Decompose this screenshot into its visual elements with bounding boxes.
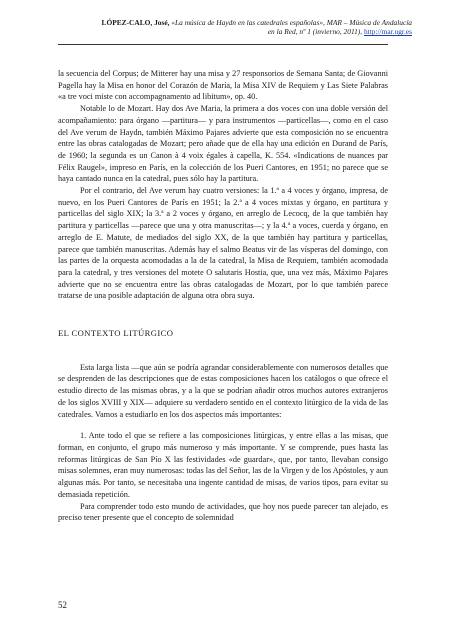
header-rule — [58, 44, 388, 45]
section-heading: EL CONTEXTO LITÚRGICO — [58, 328, 174, 339]
running-header — [82, 18, 412, 37]
paragraph-4: Esta larga lista —que aún se podría agrandar considerablemente con numerosos detalles que se desprenden de las descripciones que de estas composiciones hacen los catálogos o que ofrece el estudio directo de las mismas obras, y a la que se podrían añadir otros muchos autores extranjeros de los siglos XVIII y XIX— adquiere su verdadero sentido en el contexto litúrgico de la vida de las catedrales. Vamos a estudiarlo en los dos aspectos más importantes: — [58, 362, 388, 419]
paragraph-1: la secuencia del Corpus; de Mitterer hay una misa y 27 responsorios de Semana Santa; de Giovanni Pagella hay la Misa en honor del Corazón de María, la Misa XIV de Requiem y Las Siete Palabras «a tre voci miste con accompagnamento ad libitum», op. 40. — [58, 69, 388, 102]
header-author: LÓPEZ-CALO, José, — [101, 18, 170, 27]
header-title: «La música de Haydn en las catedrales españolas», — [171, 18, 325, 27]
paragraph-gap — [58, 420, 388, 430]
paragraph-3: Por el contrario, del Ave verum hay cuatro versiones: la 1.ª a 4 voces y órgano, impresa, de nuevo, en los Pueri Cantores de París en 1951; la 2.ª a 4 voces mixtas y órgano, en partitura y particellas del siglo XIX; la 3.ª a 2 voces y órgano, en arreglo de Lecocq, de la que también hay partitura y particellas —parece que una y otra manuscritas—; y la 4.ª a voces, cuerda y órgano, en arreglo de E. Matute, de mediados del siglo XX, de la que también hay partitura y particellas, parece que también manuscritas. Además hay el salmo Beatus vir de las vísperas del domingo, con las partes de la orquesta acomodadas a la de la catedral, la Misa de Requiem, también acomodada para la catedral, y tres versiones del motete O salutaris Hostia, que, una vez más, Máximo Pajares advierte que no se encuentra entre las obras catalogadas de Mozart, por lo que también parece tratarse de una posible adaptación de alguna otra obra suya. — [58, 186, 388, 301]
body-text — [58, 68, 388, 524]
header-issue: en la Red, nº 1 (invierno, 2011), — [267, 27, 363, 37]
paragraph-5: 1. Ante todo el que se refiere a las composiciones litúrgicas, y entre ellas a las misas, que forman, en conjunto, el grupo más numeroso y más importante. Y se comprende, pues hasta las reformas litúrgicas de San Pío X las festividades «de guardar», que, por tanto, llevaban consigo misas solemnes, eran muy numerosas: todas las del Señor, las de la Virgen y de los Apóstoles, y aun algunas más. Por tanto, se necesitaba una ingente cantidad de misas, de varios tipos, para evitar su demasiada repetición. — [58, 431, 388, 499]
header-journal: MAR – Música de Andalucía — [326, 18, 412, 27]
header-link[interactable]: http://mar.ugr.es — [363, 27, 412, 37]
paragraph-2: Notable lo de Mozart. Hay dos Ave Maria, la primera a dos voces con una doble versión del acompañamiento: para órgano —partitura— y para instrumentos —particellas—, como en el caso del Ave verum de Haydn, también Máximo Pajares advierte que esta composición no se encuentra entre las obras catalogadas de Mozart; pero añade que de ella hay una edición en Durand de París, de 1960; la segunda es un Canon à 4 voix égales à capella, K. 554. «Indications de nuances par Félix Raugel», impreso en París, en la colección de los Pueri Cantores, en 1951; no parece que se haya cantado nunca en la catedral, pues sólo hay la partitura. — [58, 104, 388, 184]
page-number: 52 — [58, 600, 67, 610]
paragraph-6: Para comprender todo esto mundo de actividades, que hoy nos puede parecer tan alejado, es preciso tener presente que el concepto de solemnidad — [58, 501, 388, 523]
